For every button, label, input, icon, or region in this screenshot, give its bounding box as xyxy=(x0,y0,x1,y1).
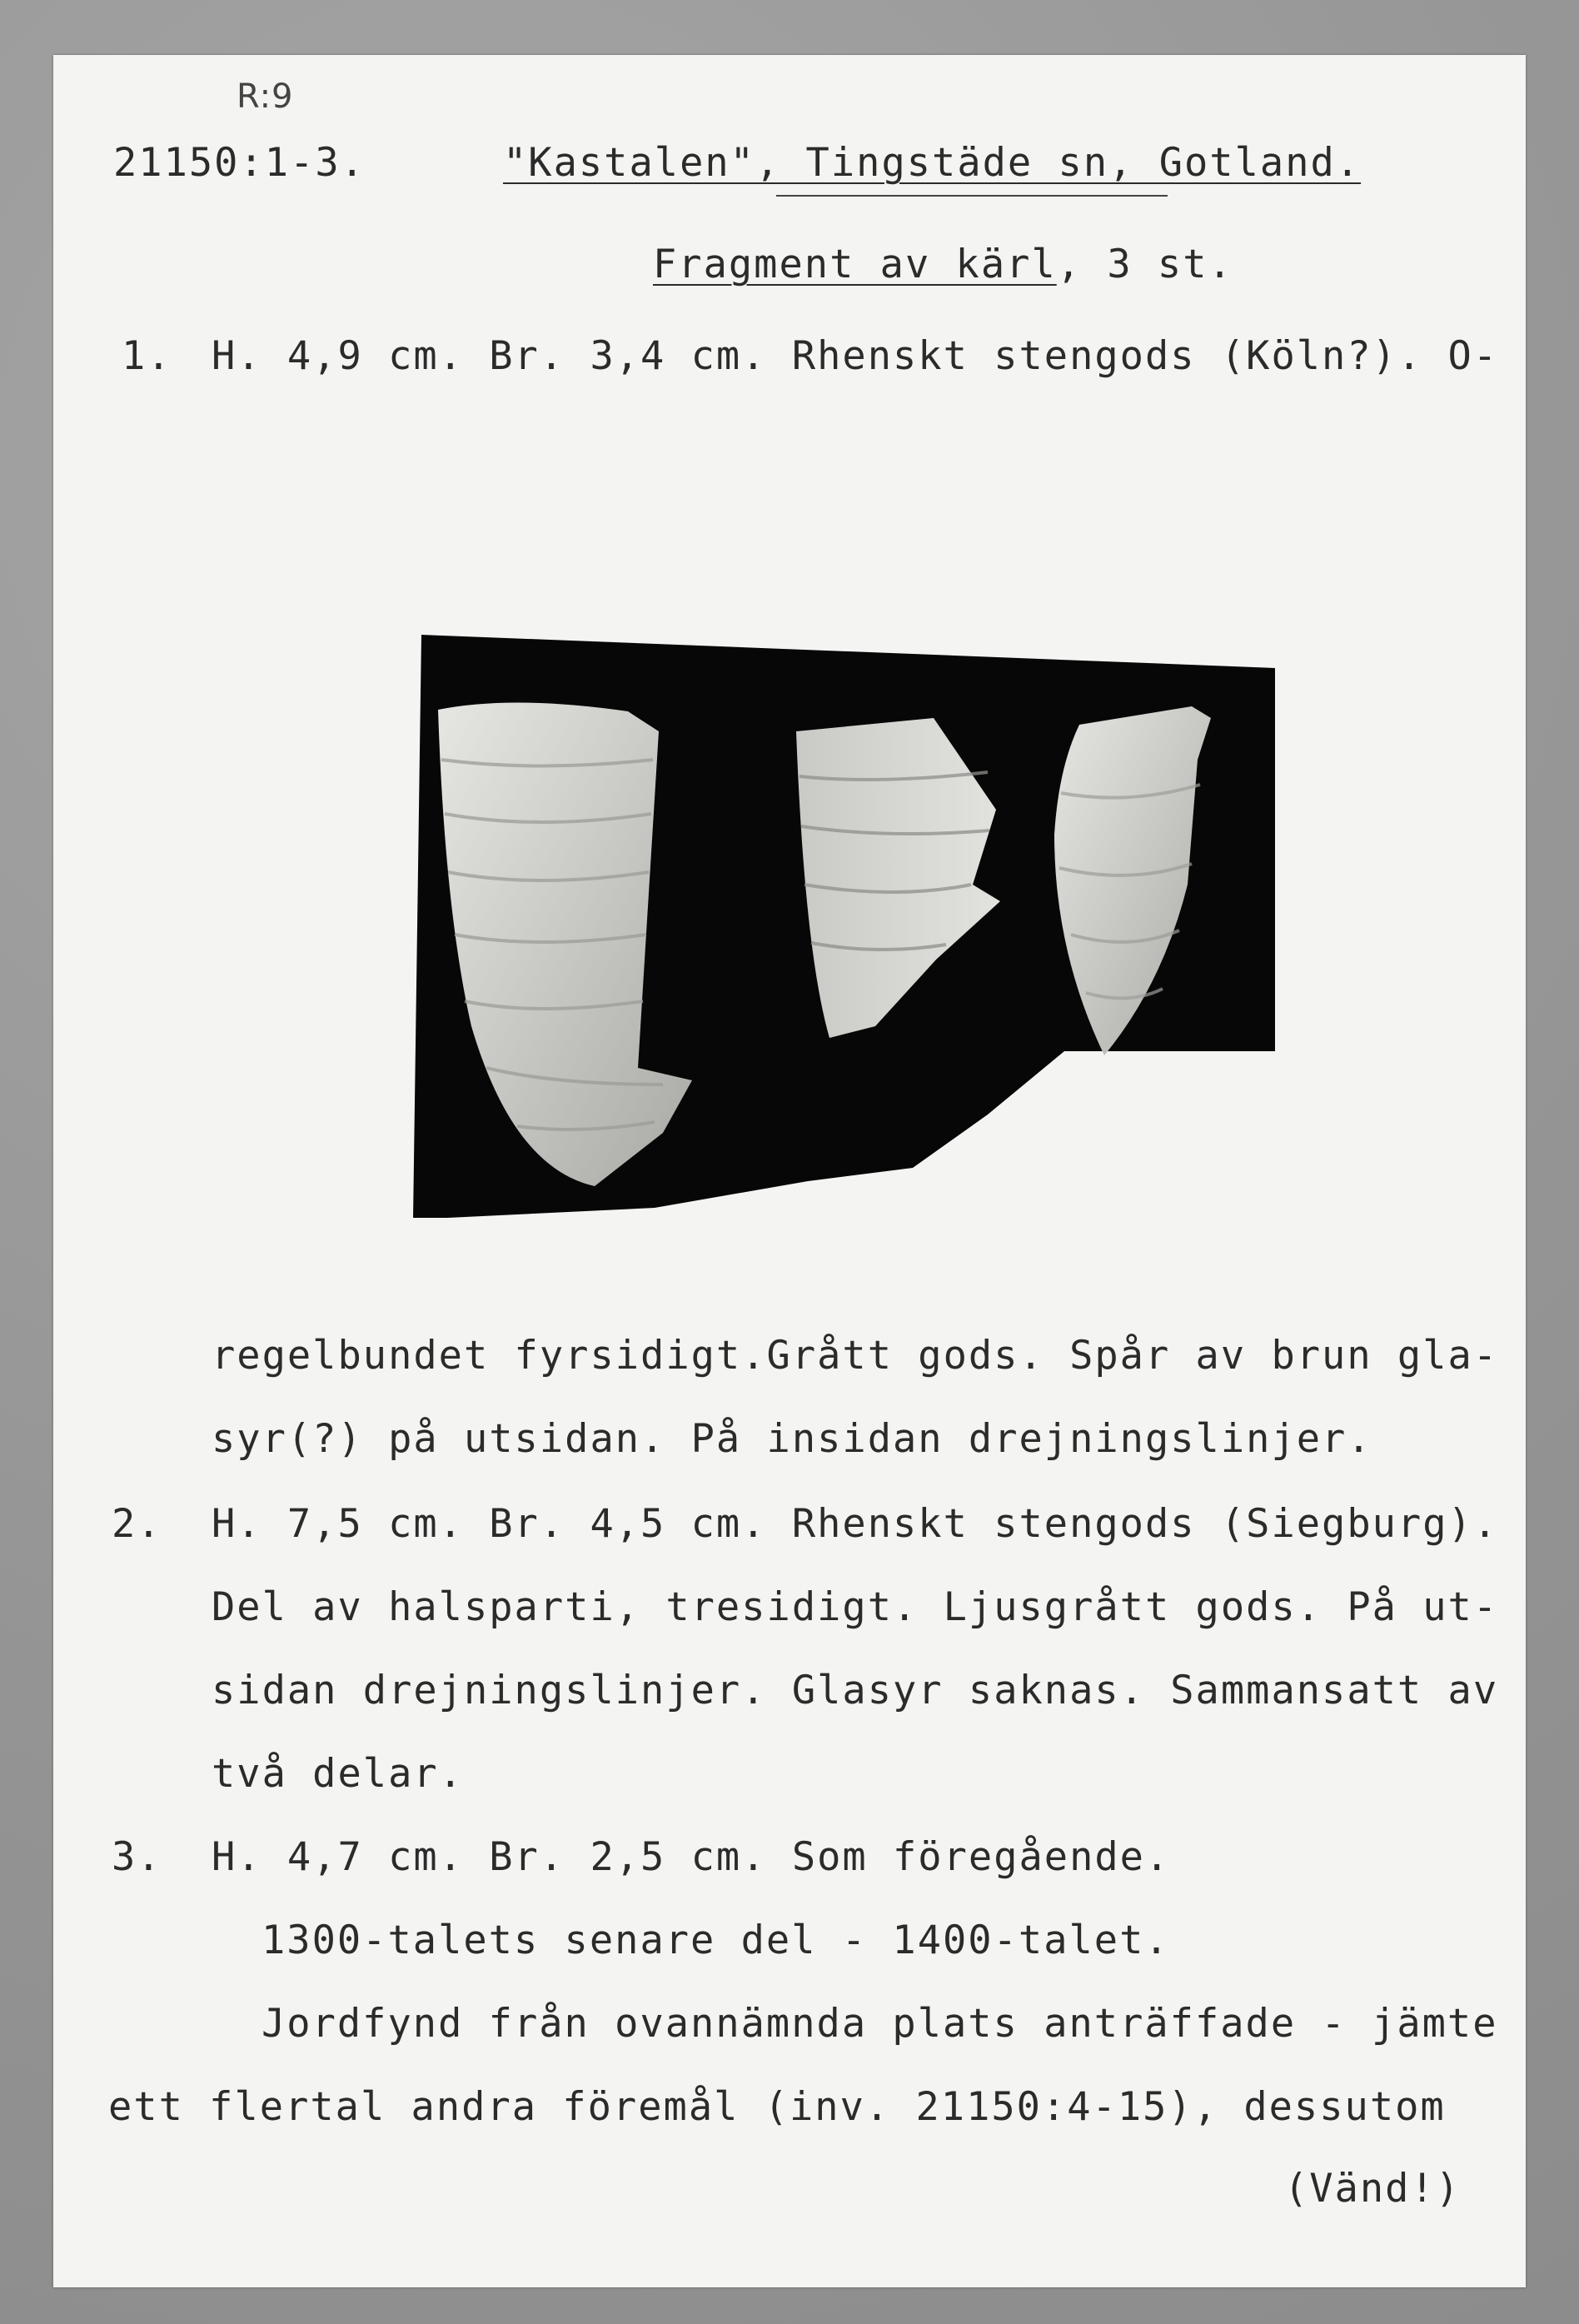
entry-number: 2. xyxy=(112,1501,162,1547)
card-subtitle: Fragment av kärl, 3 st. xyxy=(653,242,1233,287)
entry-number: 3. xyxy=(112,1834,162,1880)
body-line: syr(?) på utsidan. På insidan drejningslinjer. xyxy=(212,1416,1372,1462)
body-line: sidan drejningslinjer. Glasyr saknas. Sammansatt av xyxy=(212,1668,1499,1713)
body-line: H. 4,7 cm. Br. 2,5 cm. Som föregående. xyxy=(212,1834,1171,1880)
sherds-photograph xyxy=(413,635,1275,1218)
site-title: "Kastalen", Tingstäde sn, Gotland. xyxy=(503,140,1362,186)
body-line: Jordfynd från ovannämnda plats anträffade - jämte xyxy=(262,2001,1498,2047)
title-rule xyxy=(776,195,1168,197)
body-line: H. 4,9 cm. Br. 3,4 cm. Rhenskt stengods (Köln?). O- xyxy=(212,333,1499,379)
entry-number: 1. xyxy=(122,333,172,379)
catalog-card xyxy=(53,55,1526,2287)
inventory-number: 21150:1-3. xyxy=(113,140,366,186)
turn-over-note: (Vänd!) xyxy=(1284,2166,1462,2212)
body-line: H. 7,5 cm. Br. 4,5 cm. Rhenskt stengods (Siegburg). xyxy=(212,1501,1499,1547)
body-line: regelbundet fyrsidigt.Grått gods. Spår av brun gla- xyxy=(212,1333,1499,1379)
dating-line: 1300-talets senare del - 1400-talet. xyxy=(262,1918,1170,1963)
body-line: två delar. xyxy=(212,1751,464,1797)
handwritten-reference: R:9 xyxy=(237,77,294,116)
body-line: ett flertal andra föremål (inv. 21150:4-15), dessutom xyxy=(108,2084,1446,2130)
body-line: Del av halsparti, tresidigt. Ljusgrått gods. På ut- xyxy=(212,1584,1499,1630)
